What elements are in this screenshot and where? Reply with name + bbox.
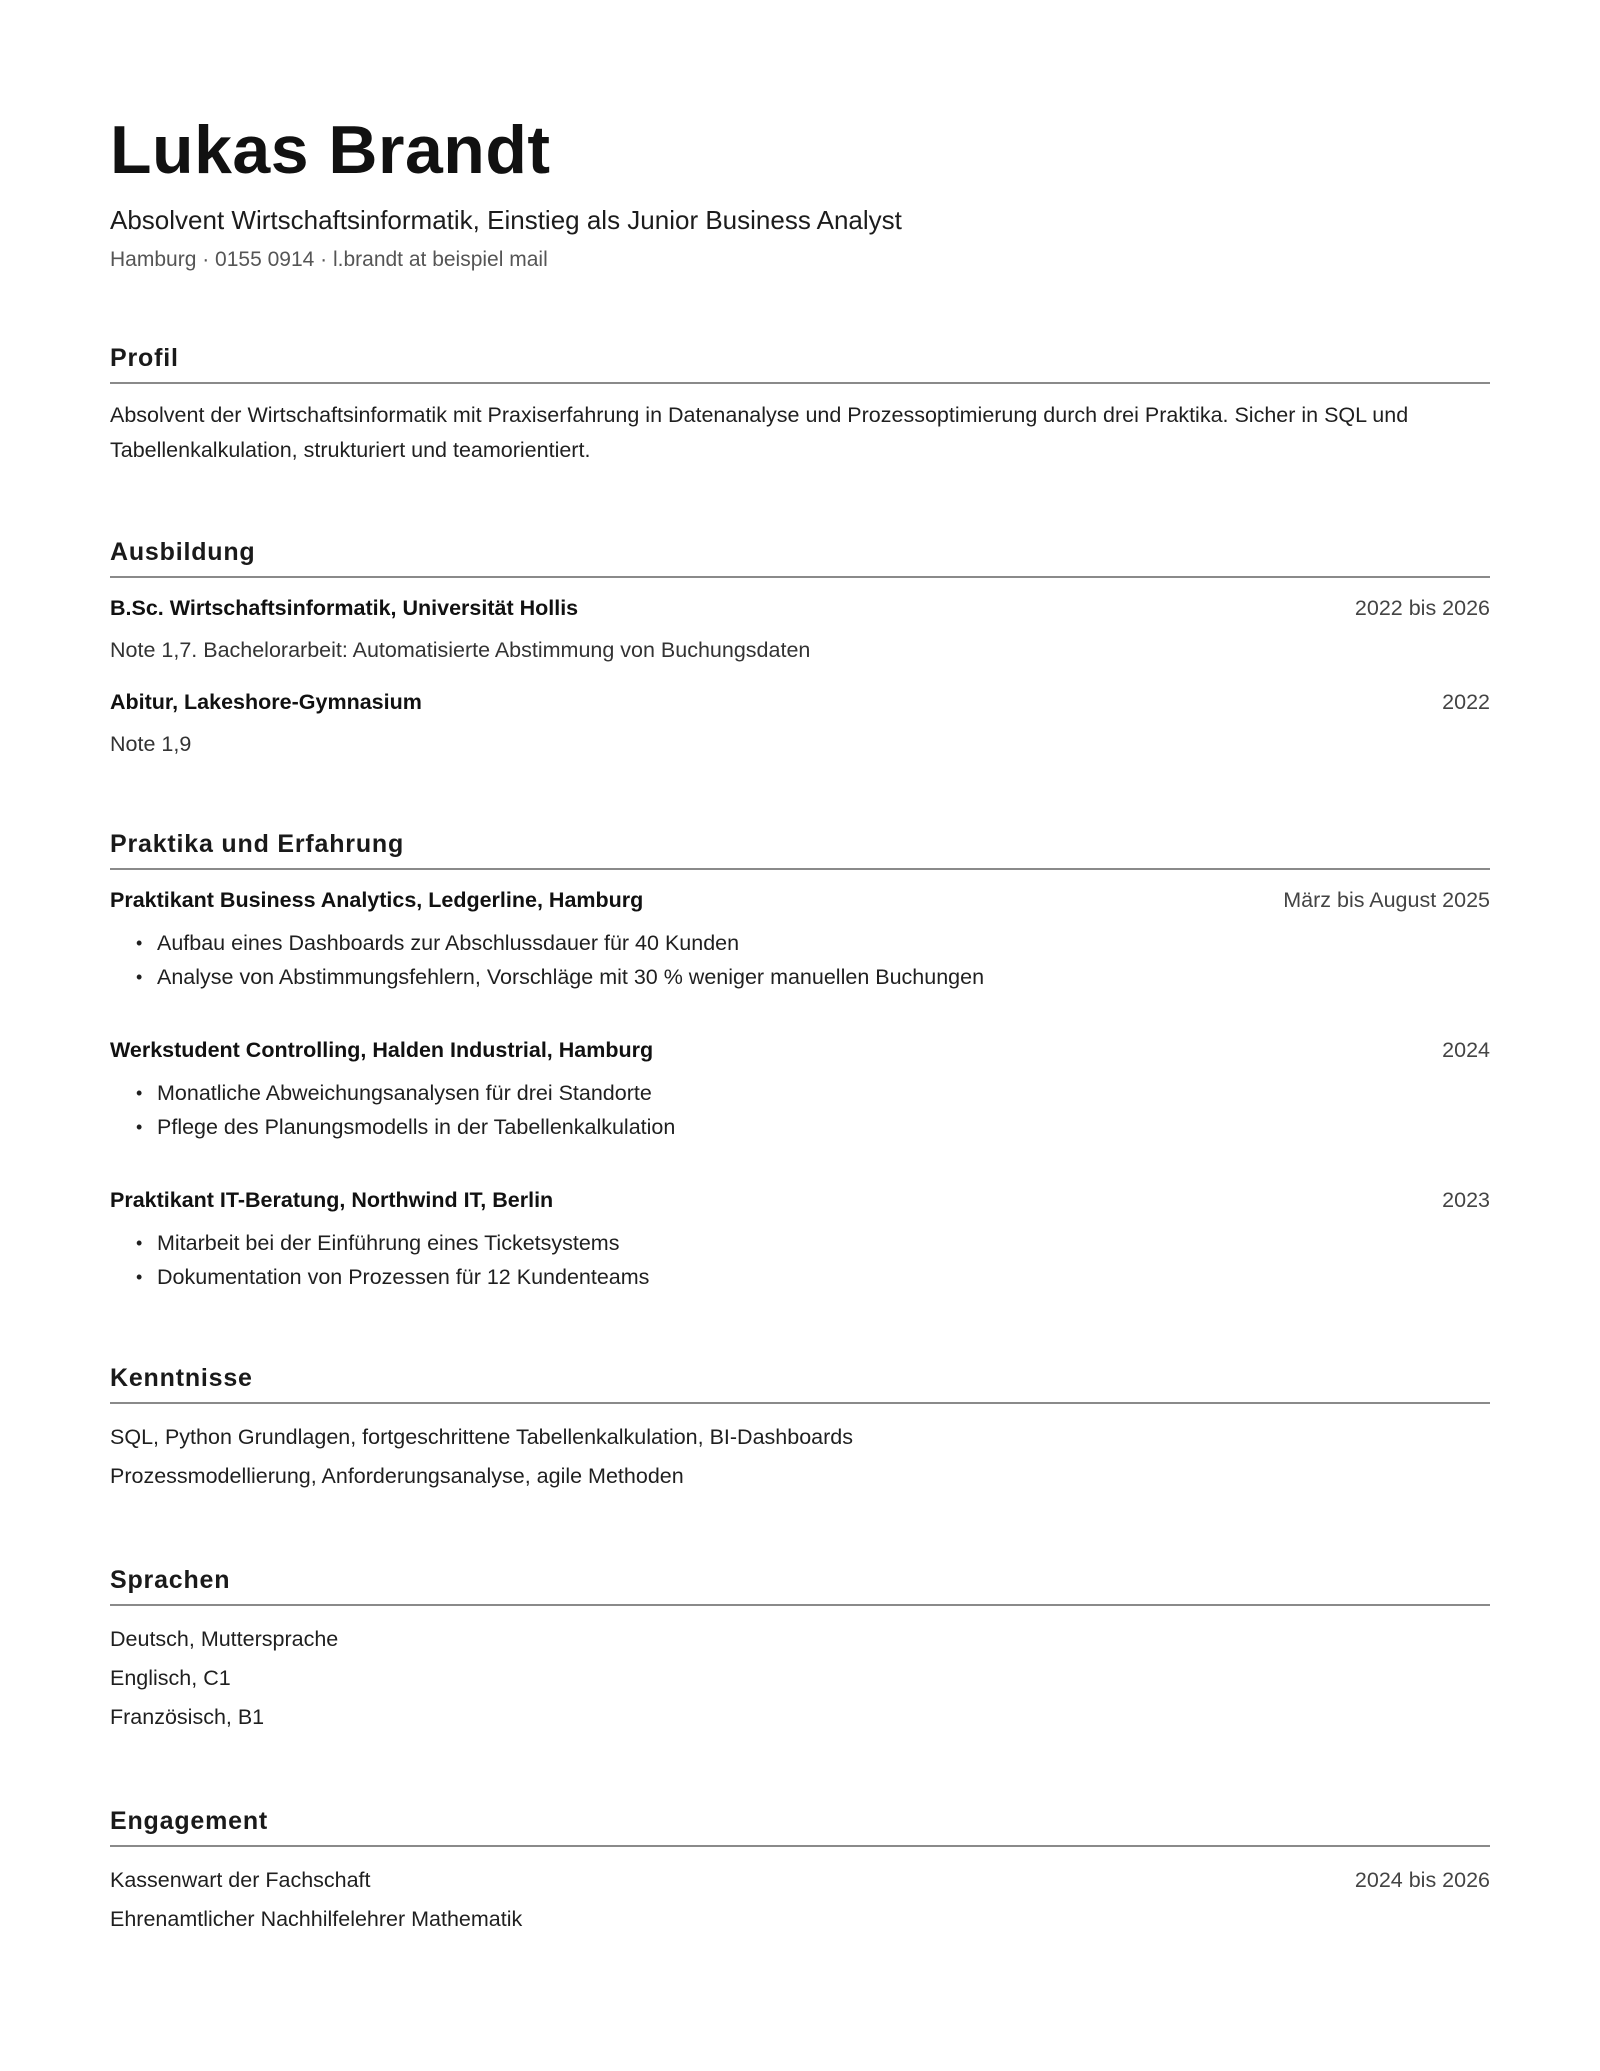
job-entry — [110, 884, 1490, 994]
section-sprachen — [110, 1564, 1490, 1737]
job-date: 2023 — [1442, 1188, 1490, 1212]
section-profil — [110, 342, 1490, 468]
job-bullet-text: Dokumentation von Prozessen für 12 Kundenteams — [157, 1265, 650, 1289]
engagement-text: Ehrenamtlicher Nachhilfelehrer Mathematik — [110, 1907, 523, 1931]
education-note: Note 1,7. Bachelorarbeit: Automatisierte Abstimmung von Buchungsdaten — [110, 638, 811, 662]
section-erfahrung — [110, 828, 1490, 1294]
engagement-item — [110, 1861, 1490, 1900]
job-bullet — [110, 1260, 1490, 1294]
engagement-item — [110, 1900, 1490, 1939]
job-entry — [110, 1184, 1490, 1294]
job-bullet-list — [110, 1076, 1490, 1144]
section-title-profil: Profil — [110, 342, 1490, 384]
languages-list — [110, 1620, 1490, 1737]
skills-line: Prozessmodellierung, Anforderungsanalyse, agile Methoden — [110, 1464, 684, 1488]
section-title-engagement: Engagement — [110, 1805, 1490, 1847]
skills-line: SQL, Python Grundlagen, fortgeschrittene Tabellenkalkulation, BI-Dashboards — [110, 1425, 853, 1449]
education-entry-head — [110, 686, 1490, 718]
education-note: Note 1,9 — [110, 732, 192, 756]
bullet-dot-icon: • — [136, 1267, 143, 1287]
engagement-list — [110, 1861, 1490, 1939]
section-kenntnisse — [110, 1362, 1490, 1496]
language-line: Englisch, C1 — [110, 1666, 231, 1690]
section-title-sprachen: Sprachen — [110, 1564, 1490, 1606]
job-bullet — [110, 960, 1490, 994]
job-entry-head — [110, 1184, 1490, 1216]
profil-text: Absolvent der Wirtschaftsinformatik mit Praxiserfahrung in Datenanalyse und Prozessoptimierung durch drei Praktika. Sicher in SQL und Tabellenkalkulation, strukturiert und teamorientiert. — [110, 403, 1409, 462]
job-bullet — [110, 1110, 1490, 1144]
job-entry-head — [110, 1034, 1490, 1066]
section-title-kenntnisse: Kenntnisse — [110, 1362, 1490, 1404]
job-entry-head — [110, 884, 1490, 916]
bullet-dot-icon: • — [136, 967, 143, 987]
section-title-ausbildung: Ausbildung — [110, 536, 1490, 578]
section-title-erfahrung: Praktika und Erfahrung — [110, 828, 1490, 870]
section-engagement — [110, 1805, 1490, 1939]
education-title: Abitur, Lakeshore-Gymnasium — [110, 690, 422, 714]
education-date: 2022 — [1442, 690, 1490, 714]
education-entry — [110, 686, 1490, 760]
language-line: Deutsch, Muttersprache — [110, 1627, 339, 1651]
contact-line: Hamburg · 0155 0914 · l.brandt at beispiel mail — [110, 248, 548, 271]
job-bullet-text: Aufbau eines Dashboards zur Abschlussdauer für 40 Kunden — [157, 931, 740, 955]
section-ausbildung — [110, 536, 1490, 760]
job-bullet-text: Mitarbeit bei der Einführung eines Ticketsystems — [157, 1231, 620, 1255]
job-title: Werkstudent Controlling, Halden Industrial, Hamburg — [110, 1038, 654, 1062]
job-bullet-text: Pflege des Planungsmodells in der Tabellenkalkulation — [157, 1115, 676, 1139]
language-line: Französisch, B1 — [110, 1705, 265, 1729]
job-bullet-text: Analyse von Abstimmungsfehlern, Vorschläge mit 30 % weniger manuellen Buchungen — [157, 965, 985, 989]
engagement-date: 2024 bis 2026 — [1354, 1868, 1490, 1892]
candidate-tagline: Absolvent Wirtschaftsinformatik, Einstieg als Junior Business Analyst — [110, 205, 902, 235]
education-entry-head — [110, 592, 1490, 624]
job-bullet-list — [110, 1226, 1490, 1294]
job-title: Praktikant IT-Beratung, Northwind IT, Berlin — [110, 1188, 554, 1212]
job-title: Praktikant Business Analytics, Ledgerline, Hamburg — [110, 888, 644, 912]
job-bullet — [110, 1076, 1490, 1110]
engagement-text: Kassenwart der Fachschaft — [110, 1868, 371, 1892]
job-bullet — [110, 1226, 1490, 1260]
job-bullet — [110, 926, 1490, 960]
resume-header — [110, 110, 1490, 274]
bullet-dot-icon: • — [136, 933, 143, 953]
education-date: 2022 bis 2026 — [1354, 596, 1490, 620]
candidate-name: Lukas Brandt — [110, 112, 551, 188]
bullet-dot-icon: • — [136, 1233, 143, 1253]
bullet-dot-icon: • — [136, 1117, 143, 1137]
job-bullet-list — [110, 926, 1490, 994]
skills-list — [110, 1418, 1490, 1496]
job-entry — [110, 1034, 1490, 1144]
job-bullet-text: Monatliche Abweichungsanalysen für drei Standorte — [157, 1081, 652, 1105]
education-title: B.Sc. Wirtschaftsinformatik, Universität Hollis — [110, 596, 579, 620]
job-date: März bis August 2025 — [1283, 888, 1490, 912]
bullet-dot-icon: • — [136, 1083, 143, 1103]
job-date: 2024 — [1442, 1038, 1490, 1062]
education-entry — [110, 592, 1490, 666]
